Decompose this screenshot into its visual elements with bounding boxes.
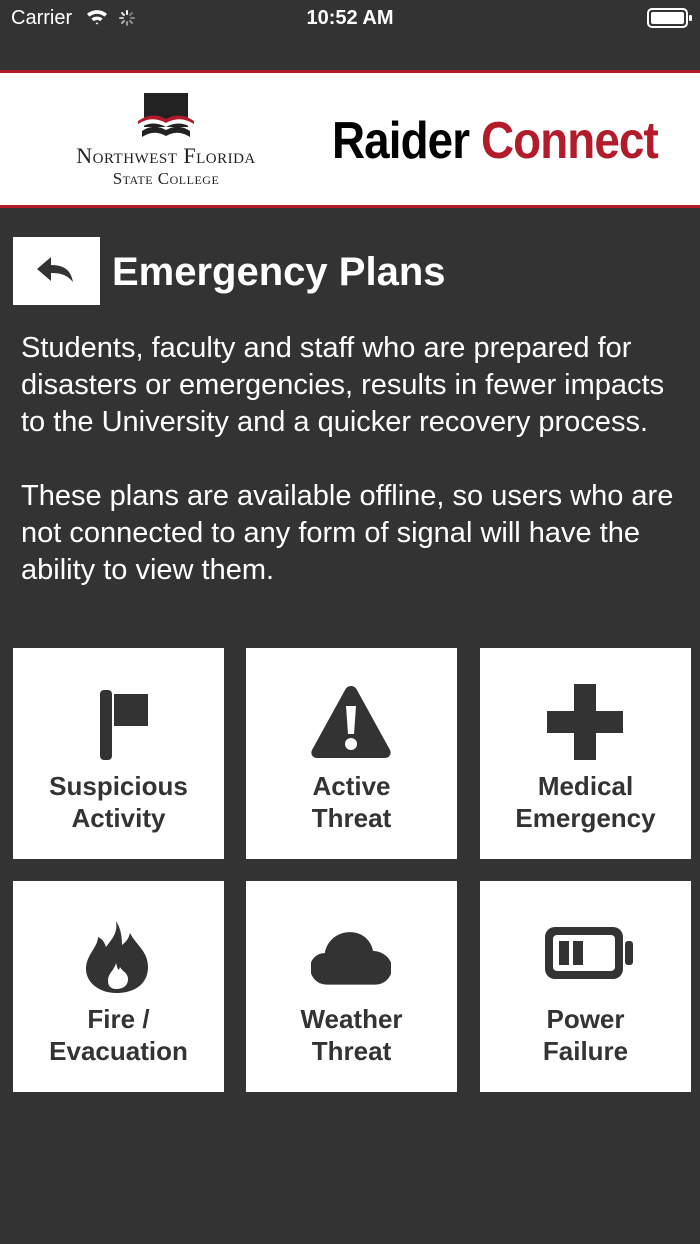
app-name-connect: Connect	[480, 112, 658, 170]
tile-label: Power Failure	[542, 1004, 629, 1066]
intro-text	[21, 330, 686, 589]
battery-low-icon	[545, 915, 635, 995]
tile-fire-evacuation[interactable]	[13, 881, 224, 1092]
battery-icon	[647, 8, 693, 28]
tile-label: Suspicious Activity	[49, 771, 188, 833]
clock: 10:52 AM	[306, 7, 394, 29]
status-bar	[0, 0, 700, 36]
reply-arrow-icon	[35, 255, 77, 285]
carrier-label: Carrier	[11, 7, 73, 29]
college-name-line2: State College	[112, 169, 220, 188]
warning-icon	[311, 682, 391, 762]
college-logo-icon	[136, 93, 196, 143]
tile-suspicious-activity[interactable]	[13, 648, 224, 859]
app-name-raider: Raider	[332, 112, 470, 170]
flag-icon	[78, 682, 158, 762]
app-wordmark	[332, 111, 658, 171]
brand-banner	[0, 70, 700, 208]
tile-medical-emergency[interactable]	[480, 648, 691, 859]
tile-label: Fire / Evacuation	[49, 1004, 188, 1066]
college-name-line1: Northwest Florida	[76, 143, 256, 168]
page-title: Emergency Plans	[112, 250, 446, 294]
tile-active-threat[interactable]	[246, 648, 457, 859]
intro-paragraph: These plans are available offline, so users who are not connected to any form of signal will have the ability to view them.	[21, 480, 674, 586]
tile-label: Active Threat	[311, 771, 392, 833]
tile-label: Medical Emergency	[515, 771, 656, 833]
back-button[interactable]	[13, 237, 100, 305]
plus-icon	[545, 682, 625, 762]
fire-icon	[78, 915, 158, 995]
tile-label: Weather Threat	[300, 1004, 403, 1066]
cloud-icon	[311, 915, 391, 995]
intro-paragraph: Students, faculty and staff who are prepared for disasters or emergencies, results in fewer impacts to the University and a quicker recovery process.	[21, 332, 665, 438]
tile-power-failure[interactable]	[480, 881, 691, 1092]
tile-weather-threat[interactable]	[246, 881, 457, 1092]
